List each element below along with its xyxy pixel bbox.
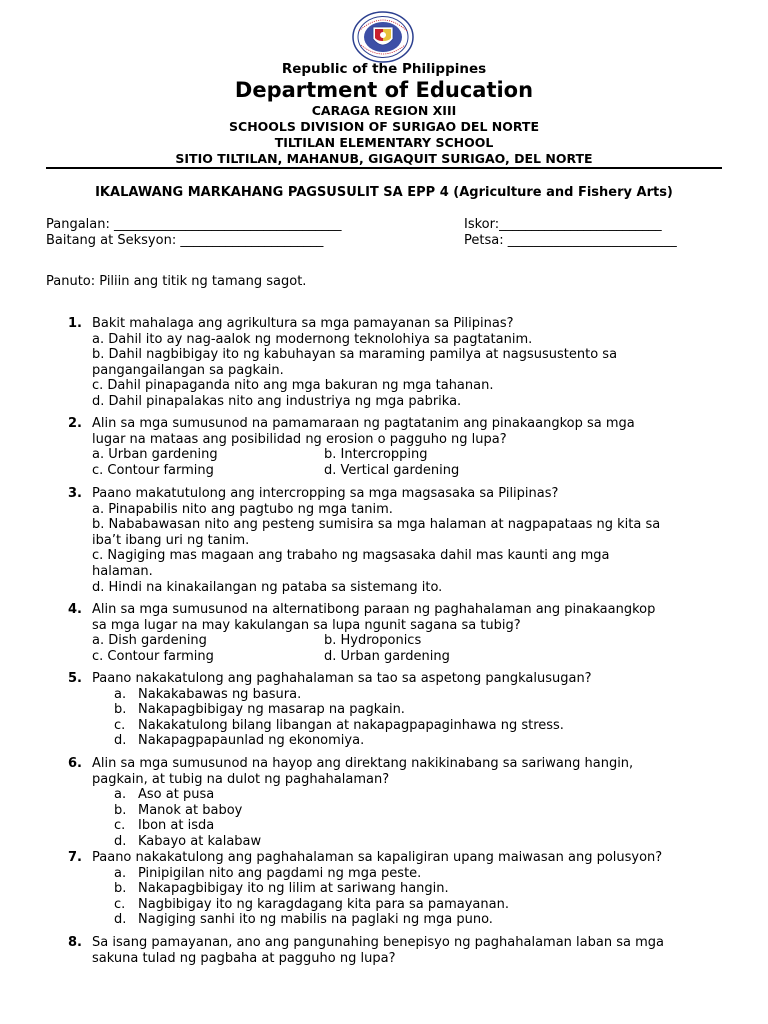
choice-b: Nakapagbibigay ng masarap na pagkain. [138,702,405,718]
question-6 [46,756,722,850]
question-text: Paano nakakatulong ang paghahalaman sa tao sa aspetong pangkalusugan? [92,671,592,686]
choice-letter: c. [114,717,126,733]
question-2 [46,416,722,478]
school-heading: TILTILAN ELEMENTARY SCHOOL [274,135,494,150]
question-text: Bakit mahalaga ang agrikultura sa mga pamayanan sa Pilipinas? [92,316,514,331]
choice-d: Nagiging sanhi ito ng mabilis na paglaki ng mga puno. [138,912,493,928]
choice-letter: c. [114,896,126,912]
question-number: 2. [68,416,82,431]
question-text: Paano nakakatulong ang paghahalaman sa kapaligiran upang maiwasan ang polusyon? [92,850,663,865]
choice-b-continued: pangangailangan sa pagkain. [92,362,284,378]
grade-section-field[interactable]: Baitang at Seksyon: ______________________ [46,233,324,248]
exam-title: IKALAWANG MARKAHANG PAGSUSULIT SA EPP 4 (Agriculture and Fishery Arts) [95,185,673,200]
choice-b: Nakapagbibigay ito ng lilim at sariwang hangin. [138,881,449,897]
choice-b: b. Nababawasan nito ang pesteng sumisira sa mga halaman at nagpapataas ng kita sa [92,517,661,533]
choice-c: c. Contour farming [92,648,214,664]
question-text-continued: pagkain, at tubig na dulot ng paghahalaman? [92,771,390,787]
choice-letter: b. [114,881,127,897]
question-number: 3. [68,486,82,501]
address-heading: SITIO TILTILAN, MAHANUB, GIGAQUIT SURIGAO, DEL NORTE [175,151,593,166]
choice-b: b. Dahil nagbibigay ito ng kabuhayan sa maraming pamilya at nagsusustento sa [92,347,618,363]
choice-a: Nakakabawas ng basura. [138,686,302,702]
question-4 [46,602,722,664]
question-text: Paano makatutulong ang intercropping sa mga magsasaka sa Pilipinas? [92,486,559,501]
question-text-continued: sa mga lugar na may kakulangan sa lupa ngunit sagana sa tubig? [92,617,521,633]
choice-d: d. Vertical gardening [324,462,460,478]
choice-c: c. Nagiging mas magaan ang trabaho ng magsasaka dahil mas kaunti ang mga [92,548,610,564]
instructions: Panuto: Piliin ang titik ng tamang sagot. [46,274,307,289]
choice-letter: d. [114,833,127,849]
question-text: Alin sa mga sumusunod na pamamaraan ng pagtatanim ang pinakaangkop sa mga [92,416,635,431]
choice-c: Ibon at isda [138,818,215,834]
choice-c: Nagbibigay ito ng karagdagang kita para sa pamayanan. [138,896,509,912]
choice-a: a. Urban gardening [92,447,218,463]
region-heading: CARAGA REGION XIII [311,103,457,118]
choice-d: d. Urban gardening [324,648,450,664]
choice-letter: b. [114,802,127,818]
choice-a: a. Dahil ito ay nag-aalok ng modernong teknolohiya sa pagtatanim. [92,331,533,347]
choice-letter: d. [114,733,127,749]
question-8 [46,935,722,966]
question-1 [46,316,722,410]
date-field[interactable]: Petsa: __________________________ [464,233,677,248]
choice-d: Nakapagpapaunlad ng ekonomiya. [138,733,365,749]
choice-c: c. Contour farming [92,462,214,478]
choice-letter: b. [114,702,127,718]
choice-letter: c. [114,818,126,834]
question-text-continued: lugar na mataas ang posibilidad ng erosion o pagguho ng lupa? [92,431,507,447]
score-field[interactable]: Iskor:_________________________ [464,217,662,232]
question-number: 6. [68,756,82,771]
question-number: 7. [68,850,82,865]
question-text: Alin sa mga sumusunod na alternatibong paraan ng paghahalaman ang pinakaangkop [92,602,656,617]
question-number: 8. [68,935,82,950]
question-number: 1. [68,316,82,331]
question-5 [46,671,722,749]
choice-letter: a. [114,865,127,881]
question-3 [46,486,722,595]
choice-b: b. Hydroponics [324,633,422,649]
choice-letter: a. [114,686,127,702]
choice-d: d. Hindi na kinakailangan ng pataba sa sistemang ito. [92,579,443,595]
department-heading: Department of Education [234,78,534,102]
choice-d: d. Dahil pinapalakas nito ang industriya ng mga pabrika. [92,393,462,409]
choice-letter: d. [114,912,127,928]
question-text: Sa isang pamayanan, ano ang pangunahing benepisyo ng paghahalaman laban sa mga [92,935,664,950]
choice-a: Pinipigilan nito ang pagdami ng mga peste. [138,865,422,881]
choice-b: b. Intercropping [324,447,428,463]
division-heading: SCHOOLS DIVISION OF SURIGAO DEL NORTE [229,119,539,134]
choice-b: Manok at baboy [138,802,243,818]
deped-seal-icon [351,11,415,63]
question-number: 4. [68,602,82,617]
choice-a: Aso at pusa [138,787,215,803]
choice-d: Kabayo at kalabaw [138,833,262,849]
header-divider [46,167,722,169]
choice-letter: a. [114,787,127,803]
question-text: Alin sa mga sumusunod na hayop ang direktang nakikinabang sa sariwang hangin, [92,756,634,771]
question-number: 5. [68,671,82,686]
name-field[interactable]: Pangalan: ___________________________________ [46,217,342,232]
republic-heading: Republic of the Philippines [281,61,487,77]
question-text-continued: sakuna tulad ng pagbaha at pagguho ng lupa? [92,950,396,966]
choice-c: Nakakatulong bilang libangan at nakapagpapaginhawa ng stress. [138,717,564,733]
choice-c-continued: halaman. [92,563,153,579]
choice-a: a. Pinapabilis nito ang pagtubo ng mga tanim. [92,501,393,517]
choice-a: a. Dish gardening [92,633,207,649]
question-7 [46,850,722,928]
choice-b-continued: iba’t ibang uri ng tanim. [92,532,250,548]
choice-c: c. Dahil pinapaganda nito ang mga bakuran ng mga tahanan. [92,378,494,394]
